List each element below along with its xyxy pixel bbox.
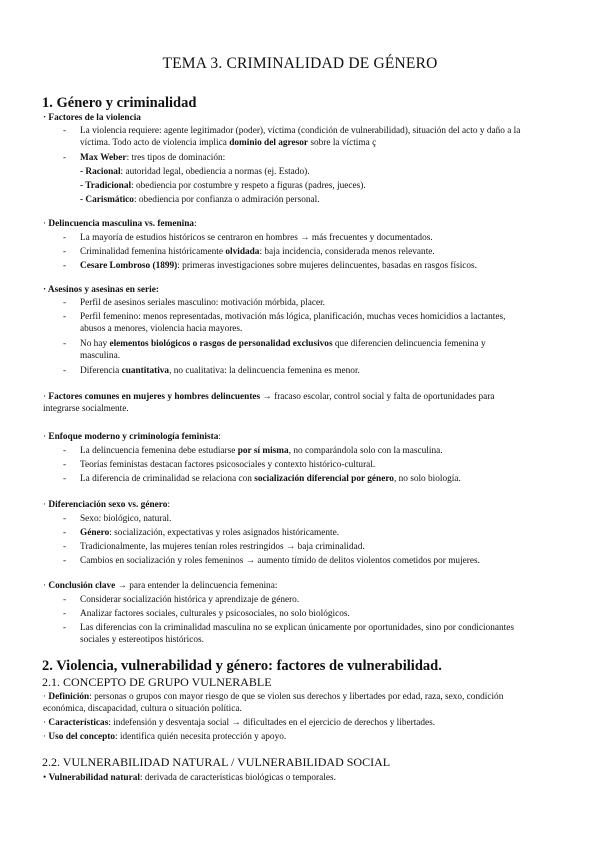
subsection-2-1-heading: 2.1. CONCEPTO DE GRUPO VULNERABLE <box>42 675 272 689</box>
list-item: Max Weber: tres tipos de dominación: <box>80 153 226 163</box>
list-item: Criminalidad femenina históricamente olvidada: baja incidencia, considerada menos relevante. <box>80 247 435 257</box>
list-item: Perfil de asesinos seriales masculino: motivación mórbida, placer. <box>80 298 326 308</box>
vulnerabilidad-natural-paragraph: • Vulnerabilidad natural: derivada de características biológicas o temporales. <box>43 773 336 783</box>
list-item: Analizar factores sociales, culturales y psicosociales, no solo biológicos. <box>80 609 350 619</box>
list-item: La violencia requiere: agente legitimador (poder), víctima (condición de vulnerabilidad), situación del acto y daño a la <box>80 126 521 136</box>
list-item: Cesare Lombroso (1899): primeras investigaciones sobre mujeres delincuentes, basadas en rasgos físicos. <box>80 261 478 271</box>
list-dash: - <box>63 514 67 524</box>
conclusion-heading: · Conclusión clave → para entender la delincuencia femenina: <box>43 581 278 591</box>
list-item: No hay elementos biológicos o rasgos de personalidad exclusivos que diferencien delincuencia femenina y <box>80 339 486 349</box>
list-dash: - <box>63 623 67 633</box>
list-item: La diferencia de criminalidad se relaciona con socialización diferencial por género, no solo biología. <box>80 474 461 484</box>
list-dash: - <box>63 247 67 257</box>
list-item: Las diferencias con la criminalidad masculina no se explican únicamente por oportunidades, sino por condicionantes <box>80 623 514 633</box>
list-dash: - <box>63 261 67 271</box>
list-dash: - <box>63 595 67 605</box>
list-dash: - <box>63 126 67 136</box>
list-item-continuation: abusos a menores, violencia hacia mayores. <box>80 324 243 334</box>
list-dash: - <box>63 556 67 566</box>
definicion-paragraph: · Definición: personas o grupos con mayor riesgo de que se violen sus derechos y libertades por edad, raza, sexo, condición <box>43 692 504 702</box>
list-dash: - <box>63 474 67 484</box>
list-item: Perfil femenino: menos representadas, motivación más lógica, planificación, muchas veces homicidios a lactantes, <box>80 312 506 322</box>
list-item: Diferencia cuantitativa, no cualitativa: la delincuencia femenina es menor. <box>80 366 360 376</box>
list-dash: - <box>63 528 67 538</box>
factores-violencia-heading: · Factores de la violencia <box>43 113 141 123</box>
paragraph-continuation: integrarse socialmente. <box>43 404 129 414</box>
list-item-continuation: víctima. Todo acto de violencia implica dominio del agresor sobre la víctima ç <box>80 138 377 148</box>
caracteristicas-paragraph: · Características: indefensión y desventaja social → dificultades en el ejercicio de derechos y libertades. <box>43 718 436 728</box>
list-item-continuation: masculina. <box>80 351 121 361</box>
list-dash: - <box>63 153 67 163</box>
section-1-heading: 1. Género y criminalidad <box>42 95 197 111</box>
list-item: Género: socialización, expectativas y roles asignados históricamente. <box>80 528 340 538</box>
asesinos-heading: · Asesinos y asesinas en serie: <box>43 285 159 295</box>
sexo-genero-heading: · Diferenciación sexo vs. género: <box>43 500 170 510</box>
list-item: Cambios en socialización y roles femeninos → aumento tímido de delitos violentos cometidos por mujeres. <box>80 556 480 566</box>
list-dash: - <box>63 298 67 308</box>
subsection-2-2-heading: 2.2. VULNERABILIDAD NATURAL / VULNERABILIDAD SOCIAL <box>42 755 391 769</box>
uso-concepto-paragraph: · Uso del concepto: identifica quién necesita protección y apoyo. <box>43 732 287 742</box>
list-subitem: - Tradicional: obediencia por costumbre y respeto a figuras (padres, jueces). <box>80 181 366 191</box>
list-dash: - <box>63 542 67 552</box>
list-item: Sexo: biológico, natural. <box>80 514 172 524</box>
list-item-continuation: sociales y estereotipos históricos. <box>80 635 204 645</box>
delincuencia-heading: · Delincuencia masculina vs. femenina: <box>43 219 197 229</box>
list-dash: - <box>63 446 67 456</box>
list-dash: - <box>63 609 67 619</box>
list-subitem: - Carismático: obediencia por confianza o admiración personal. <box>80 195 320 205</box>
list-dash: - <box>63 366 67 376</box>
document-title: TEMA 3. CRIMINALIDAD DE GÉNERO <box>162 55 438 72</box>
list-item: La delincuencia femenina debe estudiarse por sí misma, no comparándola solo con la masculina. <box>80 446 443 456</box>
enfoque-moderno-heading: · Enfoque moderno y criminología feminista: <box>43 432 221 442</box>
list-item: Tradicionalmente, las mujeres tenían roles restringidos → baja criminalidad. <box>80 542 365 552</box>
list-dash: - <box>63 312 67 322</box>
list-item: Considerar socialización histórica y aprendizaje de género. <box>80 595 300 605</box>
section-2-heading: 2. Violencia, vulnerabilidad y género: factores de vulnerabilidad. <box>42 658 442 674</box>
list-dash: - <box>63 339 67 349</box>
list-item: La mayoría de estudios históricos se centraron en hombres → más frecuentes y documentados. <box>80 233 433 243</box>
list-dash: - <box>63 460 67 470</box>
list-item: Teorías feministas destacan factores psicosociales y contexto histórico-cultural. <box>80 460 376 470</box>
list-subitem: - Racional: autoridad legal, obediencia a normas (ej. Estado). <box>80 167 310 177</box>
factores-comunes-paragraph: · Factores comunes en mujeres y hombres delincuentes → fracaso escolar, control social y falta de oportunidades para <box>43 392 495 402</box>
list-dash: - <box>63 233 67 243</box>
paragraph-continuation: económica, discapacidad, cultura o situación política. <box>43 704 242 714</box>
